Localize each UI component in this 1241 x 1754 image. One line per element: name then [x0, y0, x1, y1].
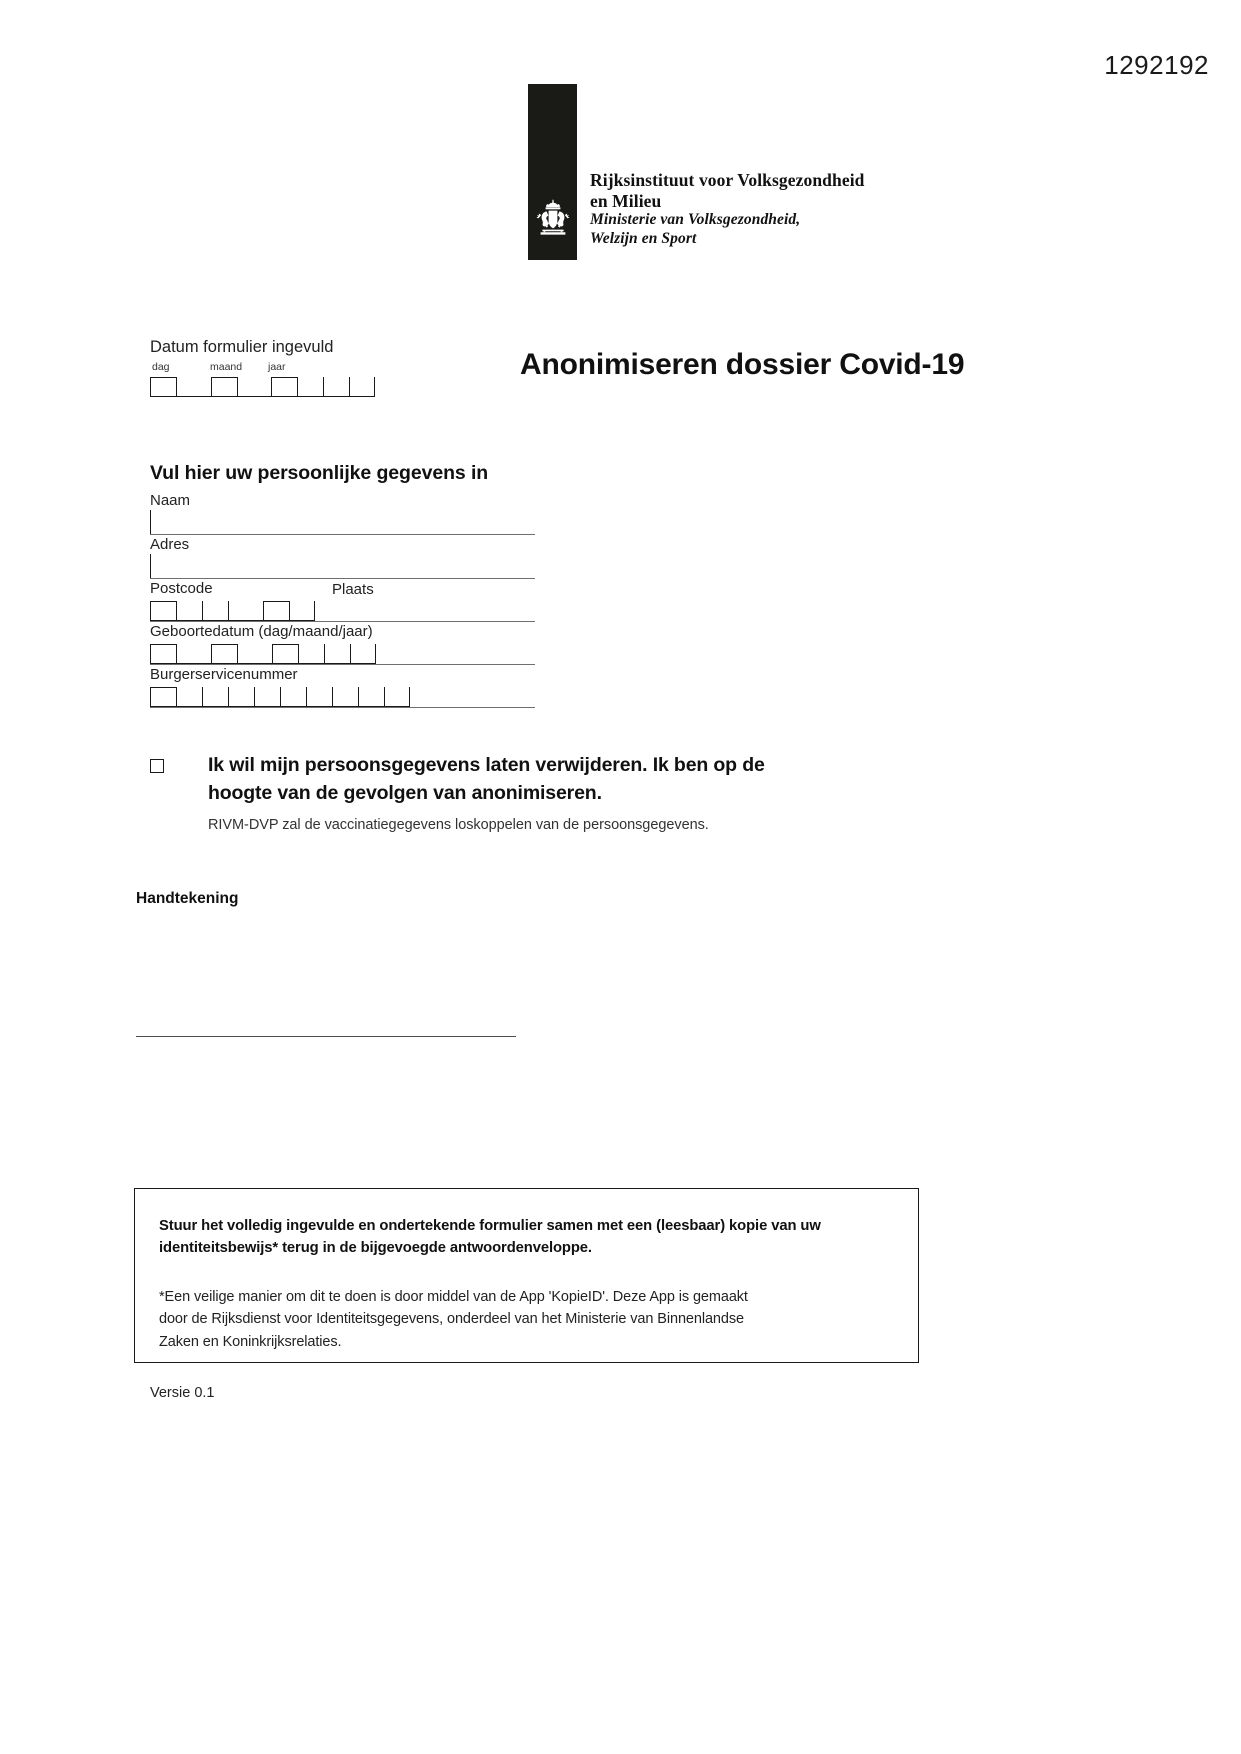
instruction-note-line-1: *Een veilige manier om dit te doen is door middel van de App 'KopieID'. Deze App is gemaakt	[159, 1288, 748, 1305]
postcode-cell[interactable]	[202, 601, 228, 621]
postcode-cell[interactable]	[176, 601, 202, 621]
page-title: Anonimiseren dossier Covid-19	[520, 348, 965, 381]
consent-line-2: hoogte van de gevolgen van anonimiseren.	[208, 781, 602, 804]
logo-line-3: Ministerie van Volksgezondheid,	[590, 211, 801, 229]
comb-gap	[263, 377, 272, 397]
comb-gap	[202, 377, 211, 397]
signature-label: Handtekening	[136, 890, 239, 907]
birthdate-input[interactable]	[150, 642, 535, 664]
date-cell[interactable]	[323, 377, 349, 397]
logo-black-bar	[528, 84, 577, 260]
logo-line-4: Welzijn en Sport	[590, 229, 697, 247]
date-filled-block	[150, 338, 375, 397]
postcode-letter-cell[interactable]	[289, 601, 315, 621]
postcode-cell[interactable]	[150, 601, 176, 621]
birthdate-cell[interactable]	[350, 644, 376, 664]
comb-gap	[263, 644, 272, 664]
birthdate-cell[interactable]	[324, 644, 350, 664]
postcode-label: Postcode	[150, 580, 213, 597]
birthdate-cell[interactable]	[176, 644, 202, 664]
date-cell[interactable]	[271, 377, 297, 397]
bsn-cell[interactable]	[358, 687, 384, 707]
instruction-bold-text	[159, 1215, 894, 1260]
birthdate-label: Geboortedatum (dag/maand/jaar)	[150, 623, 373, 640]
consent-statement	[150, 752, 770, 833]
name-label: Naam	[150, 492, 191, 509]
consent-text	[208, 752, 765, 833]
logo-text	[590, 170, 865, 260]
date-cell[interactable]	[176, 377, 202, 397]
bsn-cell[interactable]	[306, 687, 332, 707]
birthdate-cell[interactable]	[237, 644, 263, 664]
consent-subtext: RIVM-DVP zal de vaccinatiegegevens loskoppelen van de persoonsgegevens.	[208, 817, 709, 834]
bsn-input[interactable]	[150, 685, 535, 707]
comb-gap	[202, 644, 211, 664]
instruction-bold-line-1: Stuur het volledig ingevulde en ondertekende formulier samen met een (leesbaar) kopie van uw	[159, 1218, 821, 1234]
postcode-input[interactable]	[150, 599, 535, 621]
signature-line[interactable]	[136, 1036, 516, 1037]
address-input[interactable]	[150, 554, 153, 578]
instruction-box	[134, 1188, 919, 1363]
coat-of-arms-icon	[533, 198, 573, 246]
field-row-address	[150, 535, 535, 579]
field-row-postcode-city	[150, 579, 535, 622]
bsn-label: Burgerservicenummer	[150, 666, 298, 683]
date-cell[interactable]	[297, 377, 323, 397]
bsn-cell[interactable]	[280, 687, 306, 707]
date-cell[interactable]	[211, 377, 237, 397]
logo-line-1: Rijksinstituut voor Volksgezondheid	[590, 170, 865, 191]
field-row-bsn	[150, 665, 535, 708]
personal-data-heading: Vul hier uw persoonlijke gegevens in	[150, 462, 489, 484]
address-label: Adres	[150, 536, 190, 553]
birthdate-cell[interactable]	[211, 644, 237, 664]
city-label: Plaats	[332, 581, 374, 598]
birthdate-cell[interactable]	[272, 644, 298, 664]
rivm-logo	[528, 84, 865, 260]
date-cell[interactable]	[237, 377, 263, 397]
bsn-cell[interactable]	[150, 687, 176, 707]
version-label: Versie 0.1	[150, 1385, 215, 1401]
bsn-cell[interactable]	[384, 687, 410, 707]
logo-line-2: en Milieu	[590, 190, 662, 211]
date-cell[interactable]	[150, 377, 176, 397]
consent-checkbox[interactable]	[150, 759, 164, 773]
bsn-cell[interactable]	[228, 687, 254, 707]
document-number: 1292192	[1104, 50, 1209, 80]
field-row-birthdate	[150, 622, 535, 665]
instruction-bold-line-2: identiteitsbewijs* terug in de bijgevoegde antwoordenveloppe.	[159, 1240, 592, 1257]
date-sub-labels	[150, 361, 375, 375]
bsn-cell[interactable]	[176, 687, 202, 707]
birthdate-cell[interactable]	[298, 644, 324, 664]
instruction-note-text	[159, 1286, 894, 1353]
date-label-year: jaar	[268, 361, 286, 373]
bsn-cell[interactable]	[202, 687, 228, 707]
date-label-day: dag	[152, 361, 170, 373]
date-label-month: maand	[210, 361, 243, 373]
date-cell[interactable]	[349, 377, 375, 397]
bsn-cell[interactable]	[254, 687, 280, 707]
field-row-name	[150, 491, 535, 535]
instruction-note-line-3: Zaken en Koninkrijksrelaties.	[159, 1333, 342, 1350]
date-filled-input[interactable]	[150, 375, 375, 397]
postcode-cell[interactable]	[228, 601, 254, 621]
date-filled-label: Datum formulier ingevuld	[150, 338, 334, 356]
instruction-note-line-2: door de Rijksdienst voor Identiteitsgegevens, onderdeel van het Ministerie van Binnenlandse	[159, 1311, 744, 1328]
consent-line-1: Ik wil mijn persoonsgegevens laten verwijderen. Ik ben op de	[208, 754, 765, 776]
comb-gap	[254, 601, 263, 621]
postcode-letter-cell[interactable]	[263, 601, 289, 621]
personal-data-section	[150, 462, 535, 708]
bsn-cell[interactable]	[332, 687, 358, 707]
name-input[interactable]	[150, 510, 153, 534]
birthdate-cell[interactable]	[150, 644, 176, 664]
